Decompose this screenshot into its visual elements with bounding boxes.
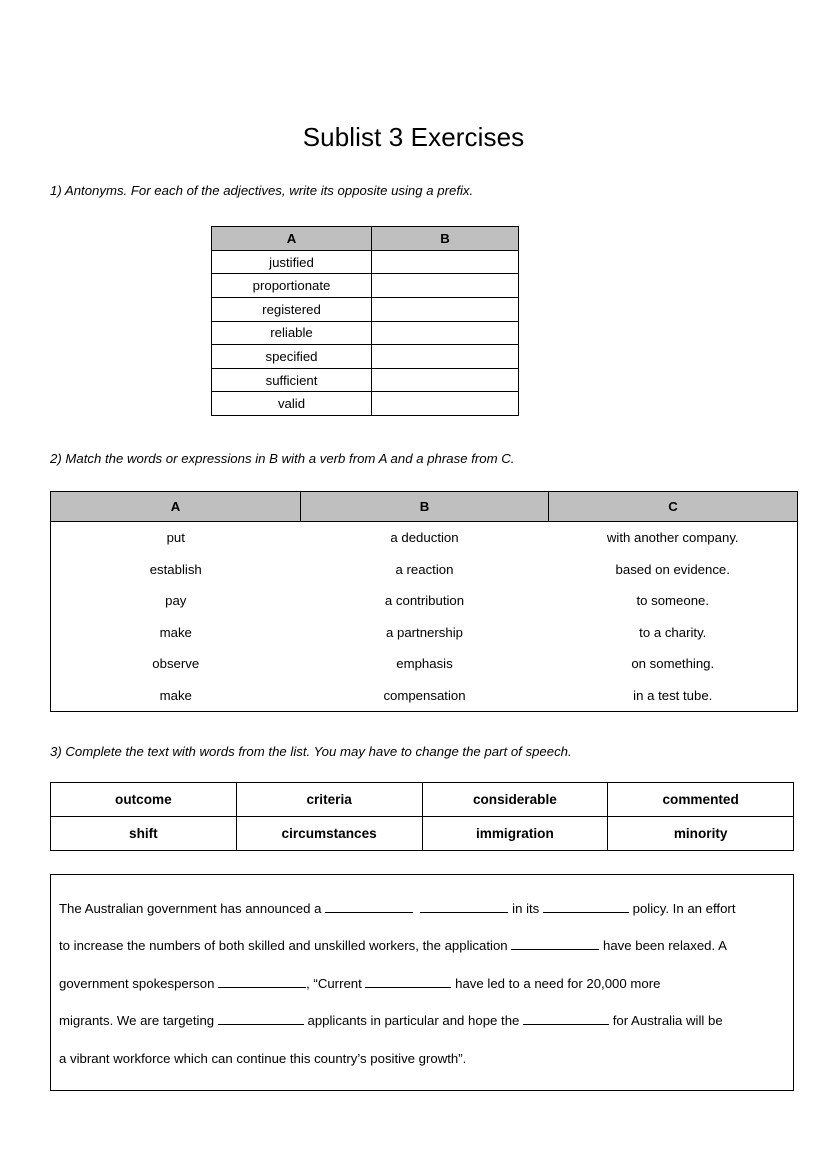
adjective-cell: proportionate [212, 274, 372, 298]
gap-fill-line [59, 965, 781, 1003]
table-row [212, 250, 519, 274]
exercise-1-table-wrapper [50, 226, 777, 416]
table-row [212, 392, 519, 416]
word-bank-item[interactable]: minority [608, 816, 794, 850]
column-header-b: B [301, 491, 549, 521]
column-header-c: C [549, 491, 798, 521]
phrase-cell: with another company. [606, 530, 739, 546]
word-bank-item[interactable]: circumstances [236, 816, 422, 850]
expression-cell: a partnership [386, 624, 463, 640]
answer-cell[interactable] [372, 250, 519, 274]
blank-field[interactable] [511, 949, 599, 950]
table-row [212, 345, 519, 369]
table-row [51, 521, 798, 553]
adjective-cell: valid [212, 392, 372, 416]
table-row [51, 585, 798, 617]
text-segment: in its [512, 900, 540, 916]
text-segment: policy. In an effort [632, 900, 736, 916]
word-bank-item[interactable]: commented [608, 782, 794, 816]
phrase-cell: on something. [631, 656, 715, 672]
phrase-cell: based on evidence. [615, 561, 730, 577]
gap-fill-line [59, 927, 781, 965]
gap-fill-wrapper [50, 874, 777, 1092]
exercise-2-instruction: 2) Match the words or expressions in B with a verb from A and a phrase from C. [50, 451, 515, 466]
table-row [51, 553, 798, 585]
table-row [51, 648, 798, 680]
match-table [50, 491, 798, 712]
text-segment: for Australia will be [612, 1013, 723, 1029]
table-row [51, 816, 794, 850]
gap-fill-line [59, 1040, 781, 1078]
antonyms-table [211, 226, 519, 416]
column-header-a: A [212, 226, 372, 250]
text-segment: a vibrant workforce which can continue this country’s positive growth”. [59, 1050, 467, 1066]
gap-fill-line [59, 890, 781, 928]
expression-cell: a deduction [390, 530, 459, 546]
word-bank-item[interactable]: shift [51, 816, 237, 850]
verb-cell: make [159, 624, 192, 640]
verb-cell: observe [152, 656, 200, 672]
spacer [50, 712, 777, 744]
text-segment: have led to a need for 20,000 more [455, 975, 661, 991]
spacer [50, 416, 777, 451]
text-segment: , “Current [306, 975, 362, 991]
verb-cell: establish [149, 561, 202, 577]
expression-cell: a contribution [384, 593, 465, 609]
table-row [51, 616, 798, 648]
word-bank-item[interactable]: immigration [422, 816, 608, 850]
blank-field[interactable] [218, 1024, 304, 1025]
word-bank-wrapper [50, 782, 777, 851]
table-row [51, 782, 794, 816]
text-segment: government spokesperson [59, 975, 215, 991]
page-title: Sublist 3 Exercises [302, 122, 525, 152]
text-segment: migrants. We are targeting [59, 1013, 215, 1029]
word-bank-item[interactable]: outcome [51, 782, 237, 816]
exercise-3-instruction: 3) Complete the text with words from the list. You may have to change the part of speech. [50, 743, 572, 759]
gap-fill-line [59, 1002, 781, 1040]
exercise-1-instruction: 1) Antonyms. For each of the adjectives, write its opposite using a prefix. [50, 183, 474, 198]
text-segment: applicants in particular and hope the [307, 1013, 520, 1029]
table-header-row [51, 491, 798, 521]
blank-field[interactable] [365, 987, 451, 988]
gap-fill-text-box [50, 874, 794, 1092]
text-segment: have been relaxed. A [602, 938, 727, 954]
table-row [212, 298, 519, 322]
answer-cell[interactable] [372, 298, 519, 322]
adjective-cell: specified [212, 345, 372, 369]
table-row [212, 274, 519, 298]
column-header-a: A [51, 491, 301, 521]
table-row [212, 321, 519, 345]
expression-cell: a reaction [395, 561, 454, 577]
text-segment: to increase the numbers of both skilled and unskilled workers, the application [59, 938, 508, 954]
verb-cell: make [159, 687, 192, 703]
exercise-2-table-wrapper [50, 491, 777, 712]
blank-field[interactable] [218, 987, 306, 988]
adjective-cell: justified [212, 250, 372, 274]
blank-field[interactable] [523, 1024, 609, 1025]
verb-cell: put [166, 530, 185, 546]
table-row [212, 368, 519, 392]
blank-field[interactable] [325, 912, 413, 913]
answer-cell[interactable] [372, 345, 519, 369]
blank-field[interactable] [420, 912, 508, 913]
expression-cell: compensation [383, 687, 466, 703]
word-bank-item[interactable]: considerable [422, 782, 608, 816]
table-row [51, 679, 798, 711]
word-bank-table [50, 782, 794, 851]
answer-cell[interactable] [372, 321, 519, 345]
adjective-cell: sufficient [212, 368, 372, 392]
verb-cell: pay [165, 593, 187, 609]
answer-cell[interactable] [372, 368, 519, 392]
phrase-cell: in a test tube. [633, 687, 713, 703]
word-bank-item[interactable]: criteria [236, 782, 422, 816]
adjective-cell: reliable [212, 321, 372, 345]
phrase-cell: to a charity. [639, 624, 707, 640]
phrase-cell: to someone. [636, 593, 710, 609]
column-header-b: B [372, 226, 519, 250]
table-header-row [212, 226, 519, 250]
blank-field[interactable] [543, 912, 629, 913]
answer-cell[interactable] [372, 392, 519, 416]
text-segment: The Australian government has announced a [59, 900, 322, 916]
expression-cell: emphasis [396, 656, 453, 672]
answer-cell[interactable] [372, 274, 519, 298]
adjective-cell: registered [212, 298, 372, 322]
